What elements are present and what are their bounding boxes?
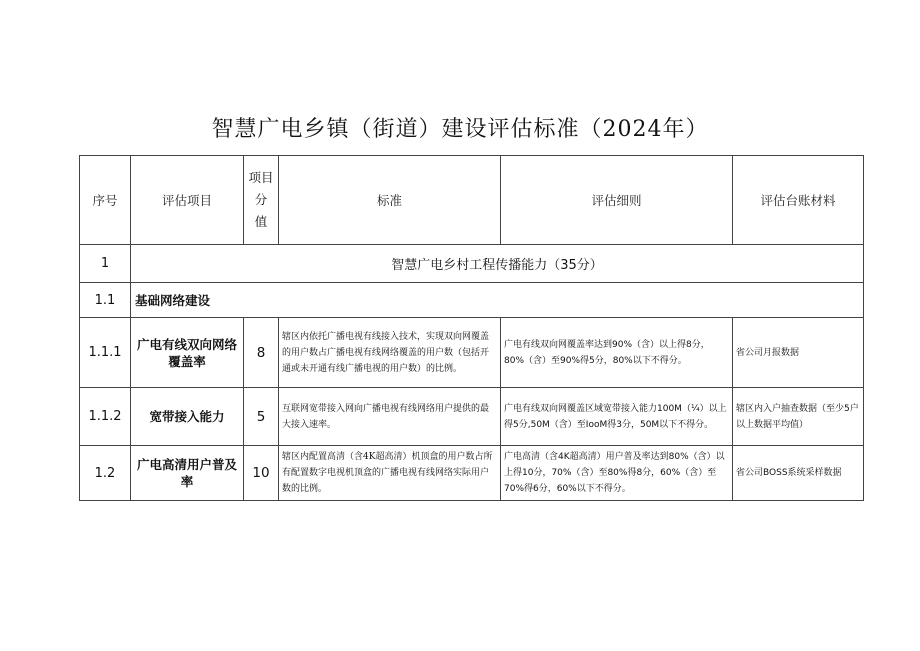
header-score-line2: 分 [254, 192, 268, 207]
header-rules: 评估细则 [501, 156, 733, 245]
document-title: 智慧广电乡镇（街道）建设评估标准（2024年） [211, 117, 709, 142]
row-1-name: 广电有线双向网络覆盖率 [131, 318, 244, 388]
header-materials: 评估台账材料 [733, 156, 864, 245]
row-1-materials: 省公司月报数据 [733, 318, 864, 388]
section-1-1-title: 基础网络建设 [131, 283, 864, 318]
table-header-row [80, 156, 864, 245]
row-2-score: 5 [244, 388, 279, 446]
header-score [244, 156, 279, 245]
row-2-standard: 互联网宽带接入网向广播电视有线网络用户提供的最大接入速率。 [279, 388, 501, 446]
section-row-1 [80, 245, 864, 283]
evaluation-standard-table [79, 155, 864, 501]
table-row [80, 318, 864, 388]
row-2-num: 1.1.2 [80, 388, 131, 446]
row-3-num: 1.2 [80, 446, 131, 501]
row-3-materials: 省公司BOSS系统采样数据 [733, 446, 864, 501]
table-row [80, 446, 864, 501]
row-1-num: 1.1.1 [80, 318, 131, 388]
row-3-standard: 辖区内配置高清（含4K超高清）机顶盒的用户数占所有配置数字电视机顶盒的广播电视有线网络实际用户数的比例。 [279, 446, 501, 501]
row-2-rules: 广电有线双向网覆盖区域宽带接入能力100M（¼）以上得5分,50M（含）至IooM得3分，50M以下不得分。 [501, 388, 733, 446]
header-score-line3: 值 [254, 214, 268, 229]
row-3-score: 10 [244, 446, 279, 501]
row-1-score: 8 [244, 318, 279, 388]
section-1-title: 智慧广电乡村工程传播能力（35分） [131, 245, 864, 283]
row-2-name: 宽带接入能力 [131, 388, 244, 446]
section-1-num: 1 [80, 245, 131, 283]
section-row-1-1 [80, 283, 864, 318]
section-1-1-num: 1.1 [80, 283, 131, 318]
header-item: 评估项目 [131, 156, 244, 245]
row-3-rules: 广电高清（含4K超高清）用户普及率达到80%（含）以上得10分，70%（含）至80%得8分，60%（含）至70%得6分，60%以下不得分。 [501, 446, 733, 501]
row-2-materials: 辖区内入户抽查数据（至少5户以上数据平均值） [733, 388, 864, 446]
row-3-name: 广电高清用户普及率 [131, 446, 244, 501]
row-1-standard: 辖区内依托广播电视有线接入技术，实现双向网覆盖的用户数占广播电视有线网络覆盖的用户数（包括开通或未开通有线广播电视的用户数）的比例。 [279, 318, 501, 388]
table-row [80, 388, 864, 446]
row-1-rules: 广电有线双向网覆盖率达到90%（含）以上得8分，80%（含）至90%得5分，80%以下不得分。 [501, 318, 733, 388]
header-score-line1: 项目 [248, 170, 274, 185]
header-seq: 序号 [80, 156, 131, 245]
header-standard: 标准 [279, 156, 501, 245]
